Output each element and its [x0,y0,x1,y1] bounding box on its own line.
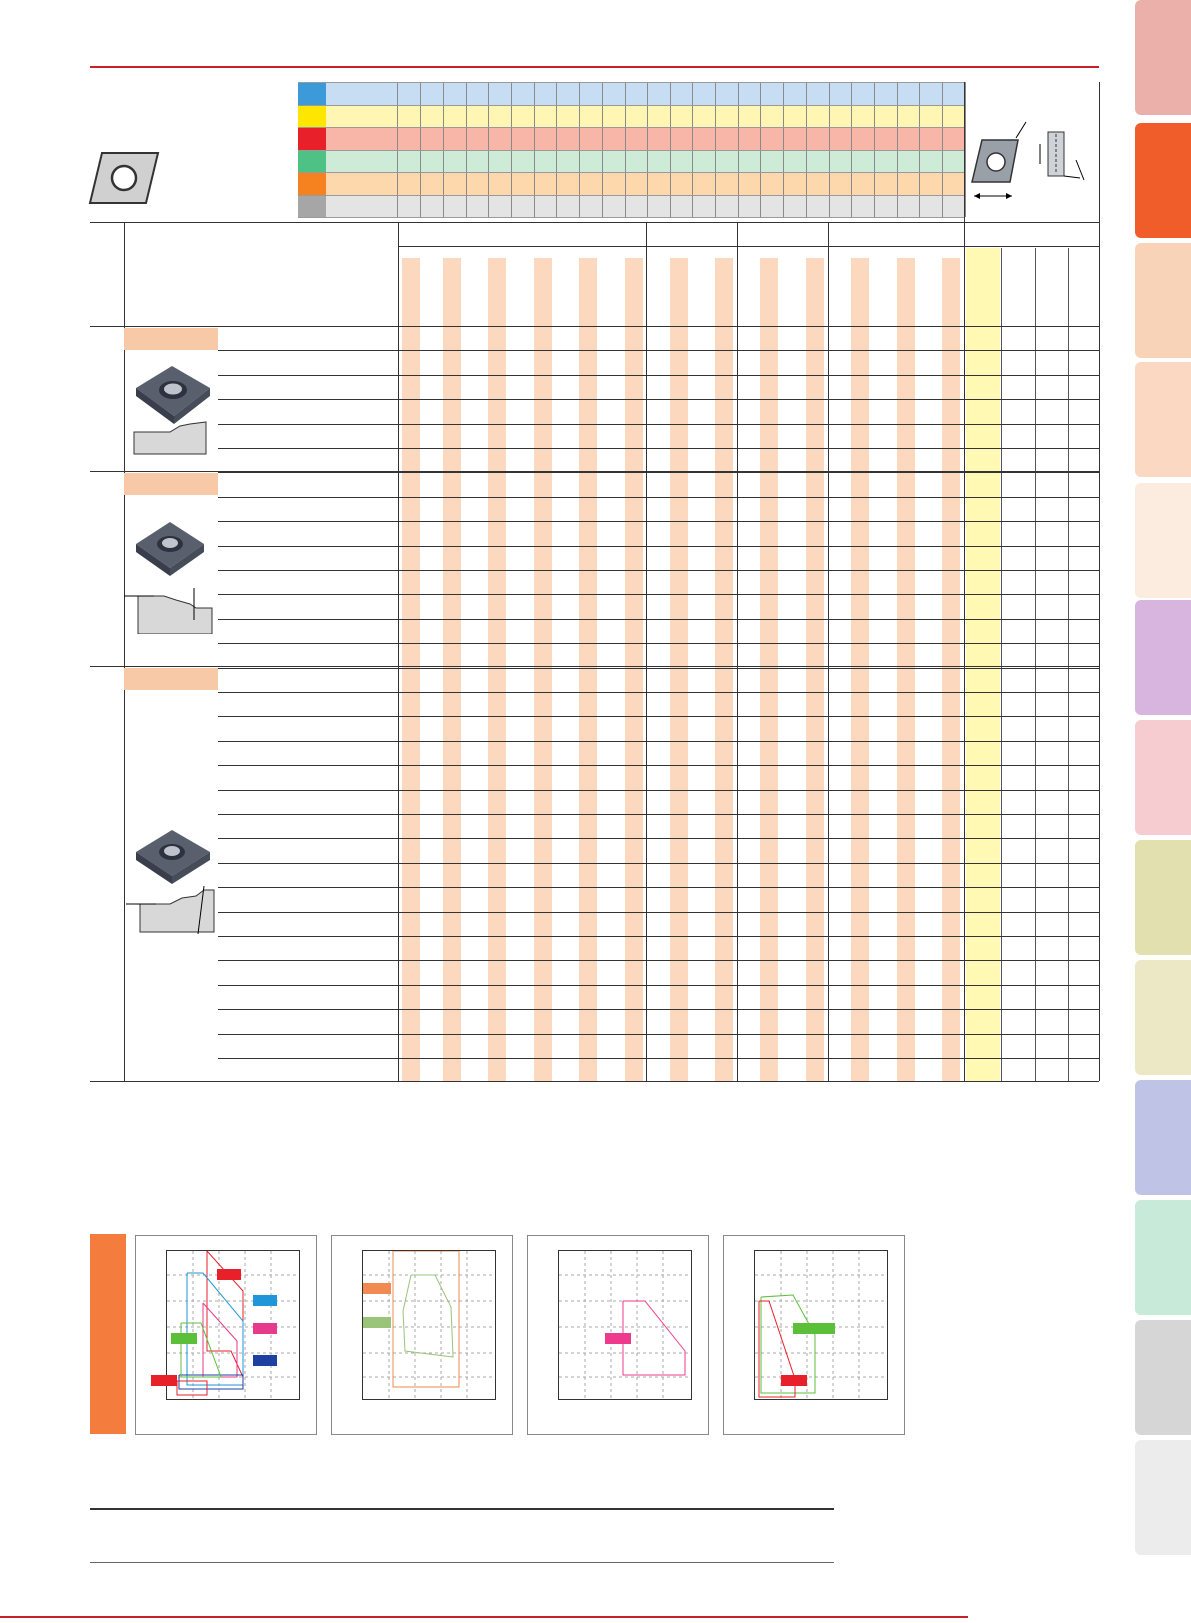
bottom-rule-1 [90,1508,834,1510]
grade-stripe [579,258,597,1081]
table-row-line [218,497,1099,498]
table-row-line [218,716,1099,717]
grade-stripe [715,258,733,1081]
material-grid-hline [298,127,964,128]
index-tab-12[interactable] [1135,1320,1191,1435]
material-band-5 [326,172,964,195]
chart-1-plot [166,1250,300,1400]
table-row-line [218,741,1099,742]
table-row-line [218,472,1099,473]
material-band-4 [326,150,964,173]
table-row-line [218,814,1099,815]
material-grid-hline [298,82,964,83]
grade-stripe [806,258,824,1081]
chart-3-plot [558,1250,692,1400]
table-row-line [218,619,1099,620]
grade-stripe [942,258,960,1081]
material-swatch-5 [298,172,326,195]
chart-2-tag-1 [363,1283,391,1294]
material-grid-hline [298,217,964,218]
index-tab-8[interactable] [1135,840,1191,955]
material-grid-hline [298,105,964,106]
grade-stripe [488,258,506,1081]
spec-column-rule [1068,248,1069,1081]
index-tab-7[interactable] [1135,720,1191,835]
index-tab-13[interactable] [1135,1440,1191,1555]
chart-1-tag-2 [253,1295,277,1306]
table-row-line [218,765,1099,766]
chart-3-tag-1 [605,1333,631,1344]
chart-1-tag-4 [253,1355,277,1366]
table-row-line [218,546,1099,547]
table-row-line [218,985,1099,986]
index-tab-10[interactable] [1135,1080,1191,1195]
chart-4-plot [754,1250,888,1400]
material-band-3 [326,127,964,150]
material-swatch-1 [298,82,326,105]
group-separator [90,326,1099,327]
material-grid-hline [298,195,964,196]
index-tab-2[interactable] [1135,123,1191,238]
table-top-rule [90,222,1099,223]
material-swatch-4 [298,150,326,173]
index-tab-4[interactable] [1135,362,1191,477]
grade-stripe [897,258,915,1081]
chart-2-plot [362,1250,496,1400]
application-chart-2 [331,1235,513,1435]
index-tab-1[interactable] [1135,0,1191,115]
table-row-line [218,838,1099,839]
table-row-line [218,668,1099,669]
chipbreaker-label-2 [124,473,218,495]
series-column-rule [124,222,125,1081]
insert-photo-group-3 [126,826,216,936]
index-tab-3[interactable] [1135,243,1191,358]
material-grid-hline [298,172,964,173]
material-band-6 [326,195,964,218]
index-tab-6[interactable] [1135,600,1191,715]
table-row-line [218,790,1099,791]
index-tab-9[interactable] [1135,960,1191,1075]
material-swatch-3 [298,127,326,150]
table-row-line [218,594,1099,595]
table-bottom-rule [90,1081,1099,1082]
table-row-line [218,521,1099,522]
table-row-line [218,1058,1099,1059]
spec-column-rule [1035,248,1036,1081]
table-row-line [218,424,1099,425]
chart-1-tag-5 [171,1333,197,1344]
material-band-2 [326,105,964,128]
table-row-line [218,887,1099,888]
table-row-line [218,375,1099,376]
grade-stripe [443,258,461,1081]
chart-1-tag-3 [253,1323,277,1334]
application-chart-4 [723,1235,905,1435]
material-grid-line [965,82,966,217]
material-band-1 [326,82,964,105]
grade-stripe [534,258,552,1081]
bottom-rule-2 [90,1562,834,1563]
table-row-line [218,692,1099,693]
grade-stripe [625,258,643,1081]
header-divider [398,246,1099,247]
grade-stripe [760,258,778,1081]
chart-1-tag-1 [217,1269,241,1280]
table-row-line [218,1034,1099,1035]
material-swatch-6 [298,195,326,218]
chart-2-tag-2 [363,1317,391,1328]
table-row-line [218,912,1099,913]
table-row-line [218,399,1099,400]
index-tab-5[interactable] [1135,483,1191,598]
spec-column-rule [1001,248,1002,1081]
group-separator [90,666,1099,667]
table-row-line [218,936,1099,937]
table-row-line [218,863,1099,864]
chipbreaker-label-1 [124,328,218,350]
insert-geometry-diagram [968,118,1098,208]
chart-1-tag-6 [151,1375,177,1386]
outer-right-rule [1099,82,1100,1081]
footer-rule [0,1616,968,1618]
chart-4-tag-1 [793,1323,835,1334]
table-row-line [218,448,1099,449]
table-row-line [218,1009,1099,1010]
material-grid-hline [298,150,964,151]
grade-stripe [402,258,420,1081]
insert-photo-group-2 [124,516,214,634]
chart-section-bar [90,1234,126,1434]
highlight-column [966,248,1000,1081]
chipbreaker-label-3 [124,668,218,690]
table-row-line [218,960,1099,961]
table-row-line [218,350,1099,351]
table-row-line [218,570,1099,571]
top-rule [90,66,1099,68]
insert-shape-icon [88,150,160,206]
index-tab-11[interactable] [1135,1200,1191,1315]
application-chart-1 [135,1235,317,1435]
insert-photo-group-1 [130,362,214,456]
table-row-line [218,643,1099,644]
material-swatch-2 [298,105,326,128]
application-chart-3 [527,1235,709,1435]
chart-4-tag-2 [781,1375,807,1386]
group-separator [90,471,1099,472]
material-area-right-rule [964,82,965,1081]
grade-stripe [851,258,869,1081]
grade-stripe [670,258,688,1081]
